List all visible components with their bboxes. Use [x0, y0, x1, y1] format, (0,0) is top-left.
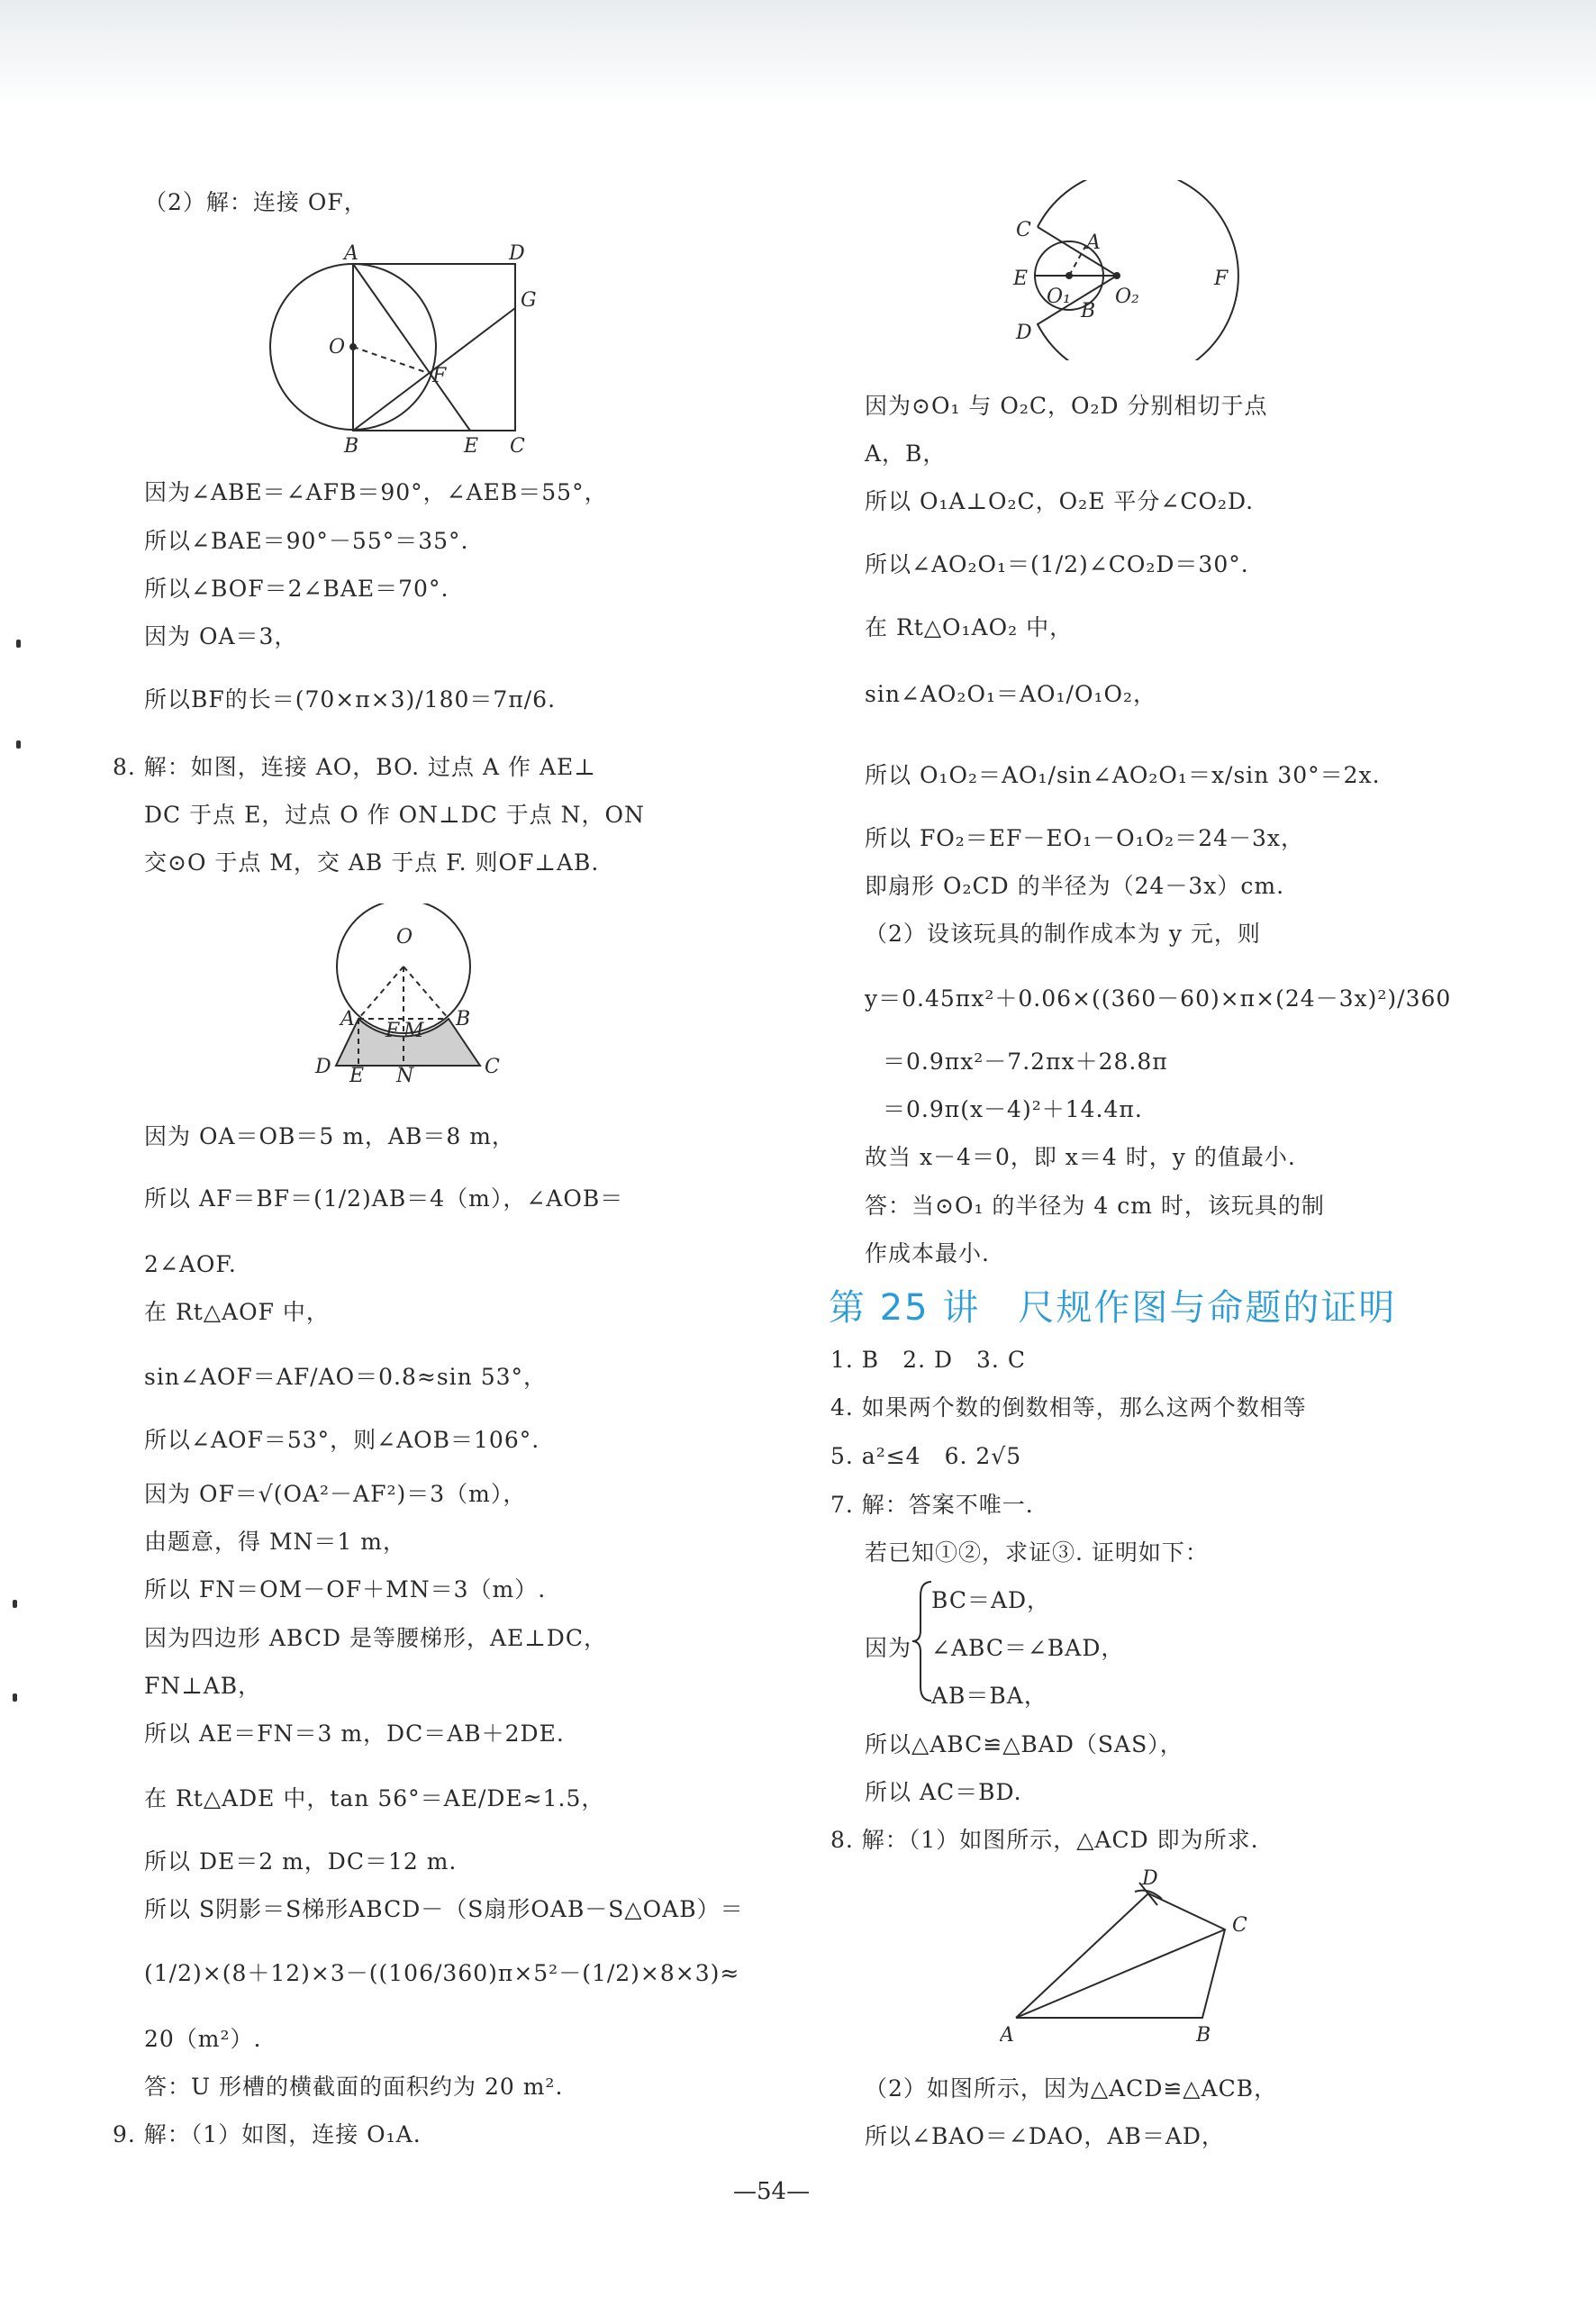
figure-quadrilateral [1000, 1865, 1270, 2054]
page-number: —54— [733, 2178, 811, 2205]
text-line: 所以 O₁A⊥O₂C，O₂E 平分∠CO₂D. [865, 488, 1255, 514]
text-line: 因为∠ABE＝∠AFB＝90°，∠AEB＝55°， [144, 479, 608, 505]
text-line: ∠ABC＝∠BAD， [931, 1635, 1125, 1661]
text-line: （2）设该玩具的制作成本为 y 元，则 [865, 921, 1261, 947]
text-line: (1/2)×(8＋12)×3－((106/360)π×5²－(1/2)×8×3)≈ [144, 1960, 740, 1986]
fig3-label-O2: O₂ [1115, 286, 1139, 308]
text-line: 所以BF的长＝(70×π×3)/180＝7π/6. [144, 686, 557, 713]
scan-mark [13, 1693, 17, 1702]
text-line: 所以 DE＝2 m，DC＝12 m. [144, 1848, 458, 1875]
fig2-label-B: B [456, 1008, 471, 1030]
text-line: 1. B 2. D 3. C [830, 1347, 1026, 1373]
text-line: 9. 解：（1）如图，连接 O₁A. [113, 2121, 422, 2147]
text-line: 所以∠BAE＝90°－55°＝35°. [144, 528, 469, 554]
text-line: 因为四边形 ABCD 是等腰梯形，AE⊥DC， [144, 1625, 607, 1651]
fig3-label-D: D [1016, 322, 1032, 344]
text-line: 答：U 形槽的横截面的面积约为 20 m². [144, 2074, 564, 2100]
text-line: A，B， [865, 440, 947, 467]
text-line: DC 于点 E，过点 O 作 ON⊥DC 于点 N，ON [144, 802, 645, 828]
fig2-label-A: A [340, 1008, 355, 1030]
text-line: 所以△ABC≌△BAD（SAS）， [865, 1731, 1183, 1757]
text-line: 因为⊙O₁ 与 O₂C，O₂D 分别相切于点 [865, 393, 1268, 419]
fig1-label-D: D [509, 242, 525, 265]
text-line: 8. 解：（1）如图所示，△ACD 即为所求. [830, 1827, 1259, 1853]
fig3-label-O1: O₁ [1047, 286, 1071, 308]
section-heading: 第 25 讲 尺规作图与命题的证明 [829, 1287, 1397, 1329]
figure-toy-sector [1000, 180, 1270, 360]
fig1-label-G: G [521, 289, 537, 312]
text-line: sin∠AOF＝AF/AO＝0.8≈sin 53°， [144, 1364, 548, 1390]
fig1-label-F: F [432, 365, 447, 387]
fig2-label-O: O [396, 926, 413, 949]
fig2-label-E: E [349, 1065, 365, 1084]
text-line: 在 Rt△AOF 中， [144, 1299, 330, 1325]
fig1-label-C: C [510, 435, 525, 458]
text-line: （2）如图所示，因为△ACD≌△ACB， [865, 2075, 1278, 2102]
text-line: 所以 FN＝OM－OF＋MN＝3（m）. [144, 1576, 547, 1602]
fig1-label-O: O [329, 336, 346, 359]
text-line: 即扇形 O₂CD 的半径为（24－3x）cm. [865, 873, 1285, 899]
fig2-label-M: M [404, 1020, 424, 1042]
text-line: 5. a²≤4 6. 2√5 [830, 1443, 1022, 1469]
fig2-label-C: C [485, 1056, 500, 1078]
text-line: 所以 AE＝FN＝3 m，DC＝AB＋2DE. [144, 1720, 565, 1747]
fig3-label-C: C [1016, 219, 1031, 241]
text-line: 因为 OF＝√(OA²－AF²)＝3（m）， [144, 1481, 527, 1507]
text-line: 在 Rt△O₁AO₂ 中， [865, 614, 1074, 640]
fig4-label-C: C [1232, 1914, 1247, 1937]
text-line: AB＝BA， [931, 1683, 1047, 1709]
text-line: 因为 OA＝3， [144, 623, 298, 649]
figure-circle-square [261, 236, 558, 461]
fig2-label-N: N [396, 1065, 414, 1084]
text-line: 4. 如果两个数的倒数相等，那么这两个数相等 [830, 1394, 1307, 1421]
fig2-label-F: F [385, 1020, 400, 1042]
text-line: ＝0.9π(x－4)²＋14.4π. [883, 1096, 1143, 1122]
text-line: sin∠AO₂O₁＝AO₁/O₁O₂， [865, 681, 1156, 707]
text-line: 因为 OA＝OB＝5 m，AB＝8 m， [144, 1123, 515, 1149]
fig4-label-B: B [1196, 2024, 1211, 2047]
text-line: ＝0.9πx²－7.2πx＋28.8π [883, 1049, 1168, 1075]
text-line: 8. 解：如图，连接 AO，BO. 过点 A 作 AE⊥ [113, 754, 596, 780]
text-line: BC＝AD， [931, 1587, 1051, 1613]
text-line: 故当 x－4＝0，即 x＝4 时，y 的值最小. [865, 1144, 1296, 1170]
text-line: 由题意，得 MN＝1 m， [144, 1529, 406, 1555]
text-line: 所以 AC＝BD. [865, 1779, 1022, 1805]
fig4-label-D: D [1142, 1867, 1158, 1890]
text-line: 交⊙O 于点 M，交 AB 于点 F. 则OF⊥AB. [144, 849, 600, 876]
text-line: 所以 S阴影＝S梯形ABCD－（S扇形OAB－S△OAB）＝ [144, 1896, 744, 1922]
text-line: 所以 FO₂＝EF－EO₁－O₁O₂＝24－3x， [865, 825, 1305, 851]
text-line: 作成本最小. [865, 1240, 990, 1267]
text-line: 7. 解：答案不唯一. [830, 1492, 1034, 1518]
text-line: 在 Rt△ADE 中，tan 56°＝AE/DE≈1.5， [144, 1785, 605, 1811]
figure-u-trough [295, 903, 512, 1084]
fig1-label-A: A [344, 242, 358, 265]
text-line: 2∠AOF. [144, 1251, 237, 1277]
text-line: 答：当⊙O₁ 的半径为 4 cm 时，该玩具的制 [865, 1193, 1325, 1219]
text-line: 所以∠AOF＝53°，则∠AOB＝106°. [144, 1427, 540, 1453]
text-line: FN⊥AB， [144, 1673, 262, 1699]
text-line: 因为 [865, 1635, 912, 1661]
text-line: 所以 O₁O₂＝AO₁/sin∠AO₂O₁＝x/sin 30°＝2x. [865, 762, 1381, 788]
text-line: y＝0.45πx²＋0.06×((360－60)×π×(24－3x)²)/360 [865, 985, 1452, 1012]
scan-shadow [0, 0, 1596, 108]
fig3-label-E: E [1013, 268, 1029, 290]
scan-mark [16, 640, 21, 648]
text-line: 所以∠BAO＝∠DAO，AB＝AD， [865, 2123, 1225, 2149]
fig1-label-B: B [344, 435, 359, 458]
scan-mark [16, 740, 21, 749]
fig1-label-E: E [464, 435, 479, 458]
text-line: 若已知①②，求证③. 证明如下： [865, 1539, 1209, 1566]
text-line: 20（m²）. [144, 2026, 262, 2052]
text-line: 所以∠AO₂O₁＝(1/2)∠CO₂D＝30°. [865, 551, 1249, 577]
text-line: 所以 AF＝BF＝(1/2)AB＝4（m），∠AOB＝ [144, 1185, 624, 1212]
fig3-label-B: B [1081, 300, 1096, 322]
scan-mark [13, 1600, 17, 1608]
fig2-label-D: D [315, 1056, 331, 1078]
text-line: （2）解：连接 OF， [144, 189, 367, 215]
fig3-label-F: F [1214, 268, 1229, 290]
text-line: 所以∠BOF＝2∠BAE＝70°. [144, 576, 449, 602]
fig4-label-A: A [1000, 2024, 1014, 2047]
fig3-label-A: A [1086, 232, 1101, 254]
